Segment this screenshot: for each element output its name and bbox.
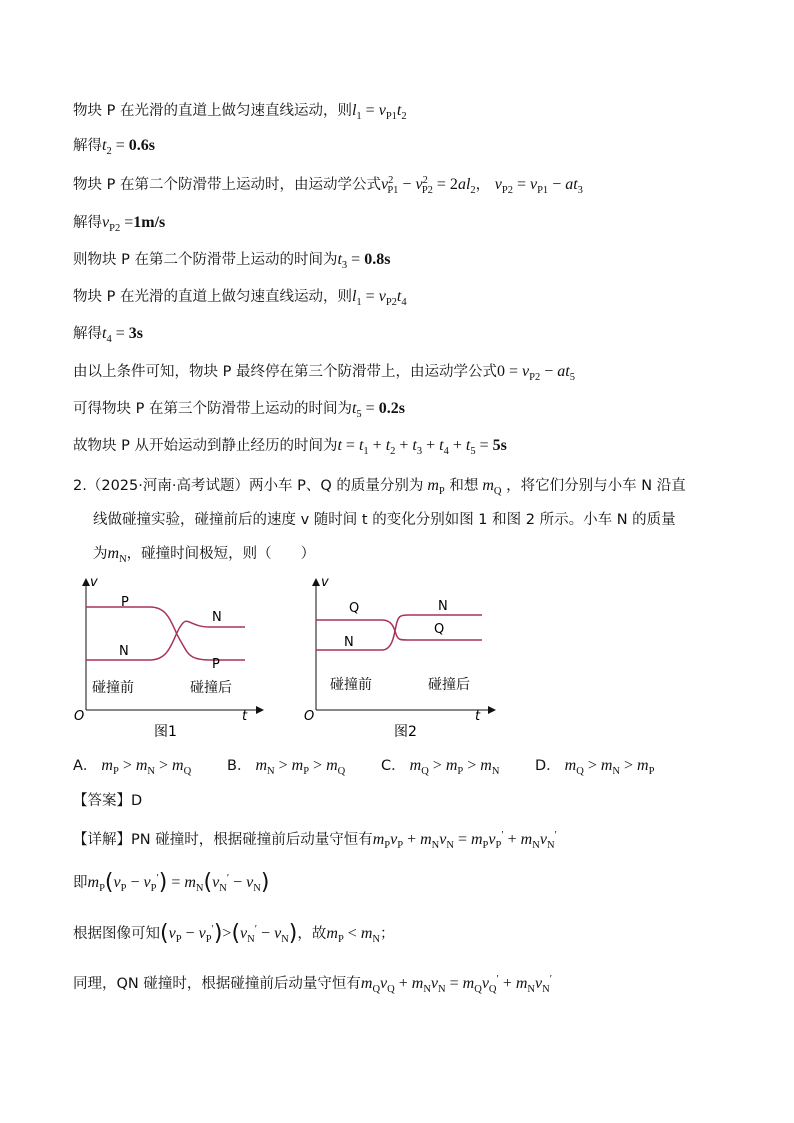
label-upper-right: N: [212, 610, 222, 625]
option-b[interactable]: B． $m_N > m_P > m_Q$: [227, 757, 346, 777]
label-lower-left: N: [344, 635, 354, 650]
label-before: 碰撞前: [330, 677, 372, 693]
option-letter: B．: [227, 758, 252, 774]
text: 则物块 P 在第二个防滑带上运动的时间为: [73, 252, 338, 268]
text: 物块 P 在光滑的直道上做匀速直线运动，则: [73, 289, 352, 305]
label-lower-right: Q: [434, 622, 445, 637]
option-letter: D．: [535, 758, 561, 774]
solution-line-7: 解得$t_4 = 3s$: [73, 325, 143, 345]
answer-value: D: [131, 793, 143, 809]
text: 即: [73, 875, 88, 891]
solution-line-6: 物块 P 在光滑的直道上做匀速直线运动，则$l_1 = v_{P2}t_4$: [73, 288, 407, 308]
curve-q: [316, 620, 482, 640]
value-t3: 0.8s: [364, 251, 391, 268]
solution-line-1: 物块 P 在光滑的直道上做匀速直线运动，则$l_1 = v_{P1}t_2$: [73, 102, 407, 122]
solution-line-3: 物块 P 在第二个防滑带上运动时，由运动学公式$v^2_{P1} - v^2_{P2} = 2al_2$， $v_{P2} = v_{P1} - at_3$: [73, 175, 583, 196]
solution-line-10: 故物块 P 从开始运动到静止经历的时间为$t = t_1 + t_2 + t_3 + t_4 + t_5 = 5s$: [73, 437, 507, 457]
text: 线做碰撞实验，碰撞前后的速度 v 随时间 t 的变化分别如图 1 和图 2 所示。小车 N 的质量: [93, 512, 676, 528]
solution-line-2: 解得$t_2 = 0.6s$: [73, 137, 155, 157]
text: ；: [379, 926, 395, 942]
label-lower-right: P: [212, 657, 220, 672]
text: ，将它们分别与小车 N 沿直: [506, 478, 686, 494]
origin-label: O: [304, 709, 315, 724]
label-upper-left: Q: [349, 601, 360, 616]
detail-line-3: 根据图像可知$(v_P - v_P')>(v_N' - v_N)$，故$m_P < m_N$；: [73, 921, 395, 946]
detail-line-2: 即$m_P(v_P - v_P') = m_N(v_N' - v_N)$: [73, 870, 270, 895]
value-t4: 3s: [128, 325, 143, 342]
option-letter: A．: [73, 758, 98, 774]
text: PN 碰撞时，根据碰撞前后动量守恒有: [131, 832, 373, 848]
axis-label-v: v: [90, 575, 98, 590]
text: 解得: [73, 326, 102, 342]
axis-label-v: v: [321, 575, 329, 590]
label-lower-left: N: [119, 644, 129, 659]
detail-line-1: 【详解】PN 碰撞时，根据碰撞前后动量守恒有$m_Pv_P + m_Nv_N = m_Pv_P' + m_Nv_N'$: [73, 830, 557, 851]
curve-lower-to-upper: [86, 621, 245, 660]
text: 解得: [73, 215, 102, 231]
label-before: 碰撞前: [92, 680, 134, 696]
text: 和想: [449, 478, 479, 494]
value-t5: 0.2s: [378, 400, 405, 417]
text: 由以上条件可知，物块 P 最终停在第三个防滑带上，由运动学公式: [73, 364, 497, 380]
text: 同理，QN 碰撞时，根据碰撞前后动量守恒有: [73, 976, 361, 992]
solution-line-5: 则物块 P 在第二个防滑带上运动的时间为$t_3 = 0.8s$: [73, 251, 391, 271]
text: 两小车 P、Q 的质量分别为: [248, 478, 424, 494]
value-t2: 0.6s: [128, 137, 155, 154]
solution-line-4: 解得$v_{P2} =1m/s$: [73, 214, 166, 234]
figure-1: [70, 572, 270, 742]
text: ，故: [297, 926, 327, 942]
axis-label-t: t: [242, 709, 248, 724]
detail-label: 【详解】: [73, 832, 131, 848]
text: 根据图像可知: [73, 926, 160, 942]
label-upper-left: P: [121, 595, 129, 610]
axis-label-t: t: [475, 709, 481, 724]
origin-label: O: [74, 709, 85, 724]
text: 故物块 P 从开始运动到静止经历的时间为: [73, 438, 338, 454]
question-source: （2025·河南·高考试题）: [86, 478, 249, 494]
text: 解得: [73, 138, 102, 154]
text: 物块 P 在光滑的直道上做匀速直线运动，则: [73, 103, 352, 119]
option-d[interactable]: D． $m_Q > m_N > m_P$: [535, 757, 655, 777]
text: 物块 P 在第二个防滑带上运动时，由运动学公式: [73, 177, 381, 193]
figure-caption: 图1: [154, 724, 177, 740]
solution-line-8: 由以上条件可知，物块 P 最终停在第三个防滑带上，由运动学公式$0 = v_{P2} - at_5$: [73, 363, 575, 383]
figure-caption: 图2: [394, 724, 417, 740]
value-vp2: 1m/s: [133, 214, 166, 231]
option-c[interactable]: C． $m_Q > m_P > m_N$: [381, 757, 500, 777]
option-a[interactable]: A． $m_P > m_N > m_Q$: [73, 757, 192, 777]
detail-line-4: 同理，QN 碰撞时，根据碰撞前后动量守恒有$m_Qv_Q + m_Nv_N = m_Qv_Q' + m_Nv_N'$: [73, 974, 552, 995]
question-2: 2.（2025·河南·高考试题）两小车 P、Q 的质量分别为 $m_P$ 和想 $m_Q$ ，将它们分别与小车 N 沿直 线做碰撞实验，碰撞前后的速度 v 随时间 t 的变化分别如图 1 和图 2 所示。小车 N 的质量 为$m_N$，碰撞时间极短，则（ ）: [73, 477, 686, 565]
answer-line: [73, 790, 142, 812]
question-number: 2.: [73, 478, 87, 494]
solution-line-9: 可得物块 P 在第三个防滑带上运动的时间为$t_5 = 0.2s$: [73, 400, 405, 420]
answer-label: 【答案】: [73, 793, 131, 809]
figure-2: [300, 572, 500, 742]
text: 可得物块 P 在第三个防滑带上运动的时间为: [73, 401, 352, 417]
label-after: 碰撞后: [190, 680, 232, 696]
text: ，碰撞时间极短，则（ ）: [126, 546, 316, 562]
label-after: 碰撞后: [428, 677, 470, 693]
option-letter: C．: [381, 758, 406, 774]
value-t-total: 5s: [492, 437, 507, 454]
label-upper-right: N: [438, 599, 448, 614]
text: 为: [93, 546, 108, 562]
